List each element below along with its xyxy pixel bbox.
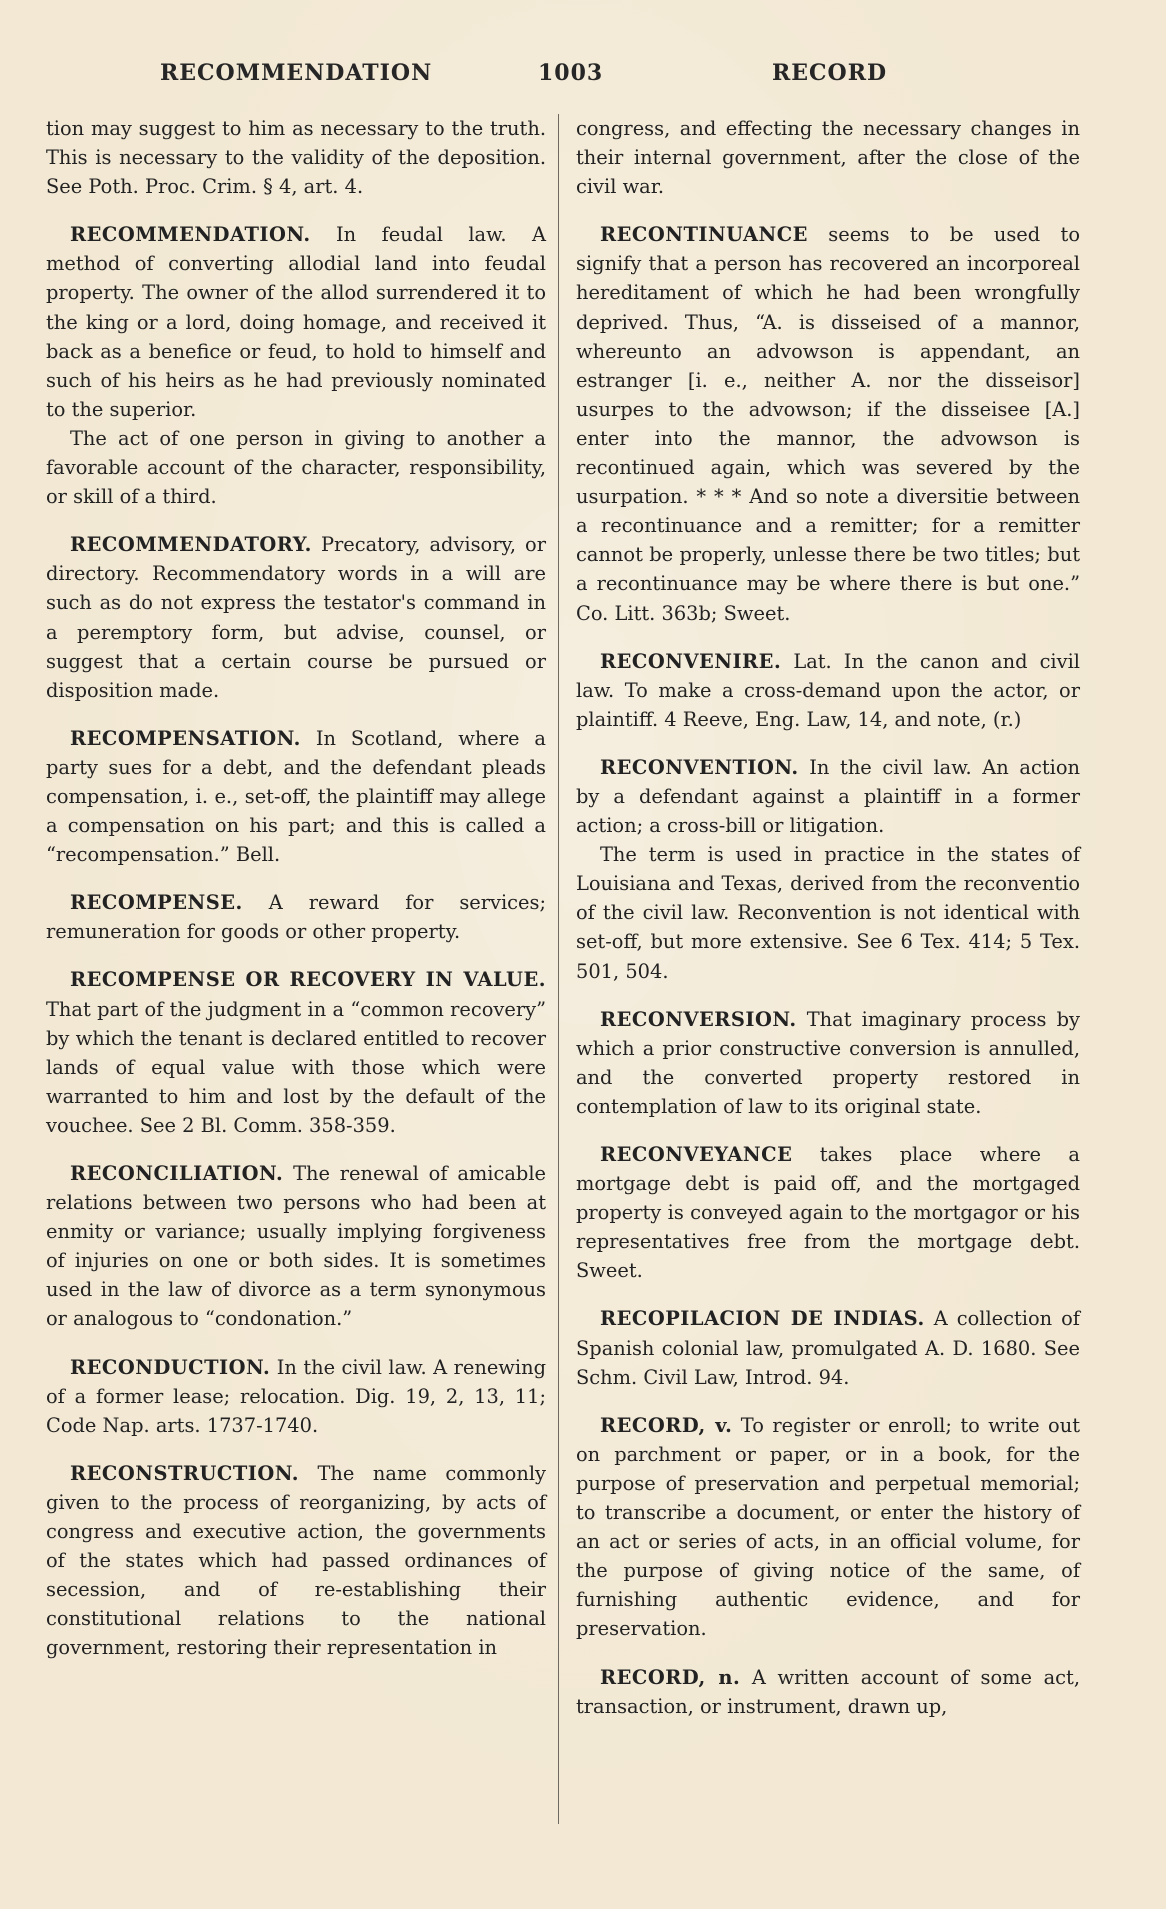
entry-paragraph xyxy=(46,424,546,511)
entry-paragraph xyxy=(576,1005,1080,1121)
entry-paragraph xyxy=(576,1411,1080,1644)
entry-text: The renewal of amicable relations between two persons who had been at enmity or variance; usually implying forgiveness of injuries on one or both sides. It is sometimes used in the law of divorce as a term synonymous or analogous to “condonation.” xyxy=(46,1162,546,1331)
dictionary-entry xyxy=(46,1459,546,1663)
running-head-left: RECOMMENDATION xyxy=(160,60,433,86)
entry-text: In the civil law. An action by a defendant against a plaintiff in a former action; a cross-bill or litigation. xyxy=(576,755,1080,838)
entry-headword: RECORD, n. xyxy=(600,1665,741,1689)
entry-text: seems to be used to signify that a person has recovered an incorporeal hereditament of which he had been wrongfully deprived. Thus, “A. is disseised of a mannor, whereunto an advowson is appendant, an estranger [i. e., neither A. nor the disseisor] usurpes to the advowson; if the disseisee [A.] enter into the mannor, the advowson is recontinued again, which was severed by the usurpation. * * * And so note a diversitie between a recontinuance and a remitter; for a remitter cannot be properly, unlesse there be two titles; but a recontinuance may be where there is but one.” Co. Litt. 363b; Sweet. xyxy=(576,223,1080,625)
running-head-right: RECORD xyxy=(772,60,888,86)
entry-text: The term is used in practice in the states of Louisiana and Texas, derived from the reconventio of the civil law. Reconvention is not identical with set-off, but more extensive. See 6 Tex. 414; 5 Tex. 501, 504. xyxy=(576,843,1080,983)
entry-paragraph xyxy=(576,1140,1080,1285)
dictionary-entry xyxy=(46,888,546,946)
entry-paragraph xyxy=(576,1663,1080,1721)
dictionary-entry xyxy=(576,753,1080,986)
entry-paragraph xyxy=(46,114,546,201)
entry-paragraph xyxy=(576,1304,1080,1391)
entry-headword: RECOMMENDATION. xyxy=(70,223,311,247)
dictionary-entry xyxy=(576,1663,1080,1721)
dictionary-entry xyxy=(576,114,1080,201)
dictionary-entry xyxy=(576,1304,1080,1391)
entry-paragraph xyxy=(46,1159,546,1334)
entry-headword: RECOMPENSE. xyxy=(70,891,243,915)
entry-headword: RECONVENIRE. xyxy=(600,649,782,673)
entry-text: Precatory, advisory, or directory. Recommendatory words in a will are such as do not express the testator's command in a peremptory form, but advise, counsel, or suggest that a certain course be pursued or disposition made. xyxy=(46,533,547,702)
dictionary-entry xyxy=(46,1353,546,1440)
entry-text: A written account of some act, transaction, or instrument, drawn up, xyxy=(576,1665,1080,1718)
entry-paragraph xyxy=(46,888,546,946)
entry-paragraph xyxy=(576,753,1080,840)
entry-headword: RECONVEYANCE xyxy=(600,1143,793,1166)
dictionary-entry xyxy=(46,724,546,869)
dictionary-entry xyxy=(576,1411,1080,1644)
entry-paragraph xyxy=(46,220,546,424)
entry-headword: RECONSTRUCTION. xyxy=(70,1461,299,1485)
dictionary-entry xyxy=(46,965,546,1140)
entry-paragraph xyxy=(576,840,1080,985)
entry-headword: RECONVERSION. xyxy=(600,1007,797,1031)
entry-headword: RECOMMENDATORY. xyxy=(70,533,312,557)
entry-text: A collection of Spanish colonial law, promulgated A. D. 1680. See Schm. Civil Law, Introd. 94. xyxy=(576,1307,1080,1389)
column-divider xyxy=(558,114,559,1824)
entry-headword: RECONVENTION. xyxy=(600,755,799,779)
entry-headword: RECOPILACION DE INDIAS. xyxy=(600,1307,925,1331)
entry-text: In feudal law. A method of converting allodial land into feudal property. The owner of the allod surrendered it to the king or a lord, doing homage, and received it back as a benefice or feud, to hold to himself and such of his heirs as he had previously nominated to the superior. xyxy=(46,223,546,421)
right-column xyxy=(576,114,1080,1740)
dictionary-entry xyxy=(46,1159,546,1334)
entry-text: tion may suggest to him as necessary to the truth. This is necessary to the validity of the deposition. See Poth. Proc. Crim. § 4, art. 4. xyxy=(46,117,546,199)
dictionary-entry xyxy=(576,220,1080,627)
dictionary-entry xyxy=(46,114,546,201)
entry-headword: RECOMPENSE OR RECOVERY IN VALUE. xyxy=(70,968,546,992)
entry-paragraph xyxy=(46,530,546,705)
dictionary-entry xyxy=(576,647,1080,734)
page-number: 1003 xyxy=(538,60,604,86)
entry-text: The act of one person in giving to another a favorable account of the character, responsibility, or skill of a third. xyxy=(46,426,546,509)
entry-text: To register or enroll; to write out on parchment or paper, or in a book, for the purpose of preservation and perpetual memorial; to transcribe a document, or enter the history of an act or series of acts, in an official volume, for the purpose of giving notice of the same, of furnishing authentic evidence, and for preservation. xyxy=(576,1413,1080,1641)
entry-text: That part of the judgment in a “common recovery” by which the tenant is declared entitled to recover lands of equal value with those which were warranted to him and lost by the default of the vouchee. See 2 Bl. Comm. 358-359. xyxy=(46,997,546,1137)
dictionary-entry xyxy=(576,1005,1080,1121)
entry-headword: RECOMPENSATION. xyxy=(70,726,301,750)
entry-paragraph xyxy=(46,1459,546,1663)
entry-text: That imaginary process by which a prior constructive conversion is annulled, and the converted property restored in contemplation of law to its original state. xyxy=(576,1007,1080,1118)
entry-text: Lat. In the canon and civil law. To make a cross-demand upon the actor, or plaintiff. 4 Reeve, Eng. Law, 14, and note, (r.) xyxy=(576,649,1080,731)
entry-paragraph xyxy=(46,965,546,1140)
entry-text: takes place where a mortgage debt is paid off, and the mortgaged property is conveyed again to the mortgagor or his representatives free from the mortgage debt. Sweet. xyxy=(576,1143,1080,1283)
entry-paragraph xyxy=(576,114,1080,201)
dictionary-entry xyxy=(576,1140,1080,1285)
entry-headword: RECORD, v. xyxy=(600,1413,733,1437)
dictionary-entry xyxy=(46,530,546,705)
entry-paragraph xyxy=(576,647,1080,734)
entry-text: congress, and effecting the necessary changes in their internal government, after the close of the civil war. xyxy=(576,117,1080,199)
entry-text: A reward for services; remuneration for goods or other property. xyxy=(46,891,546,944)
entry-headword: RECONDUCTION. xyxy=(70,1355,271,1379)
entry-headword: RECONTINUANCE xyxy=(600,223,808,247)
entry-text: In the civil law. A renewing of a former lease; relocation. Dig. 19, 2, 13, 11; Code Nap. arts. 1737-1740. xyxy=(46,1355,546,1437)
entry-paragraph xyxy=(576,220,1080,627)
dictionary-entry xyxy=(46,220,546,511)
entry-text: The name commonly given to the process of reorganizing, by acts of congress and executive action, the governments of the states which had passed ordinances of secession, and of re-establishing their constitutional relations to the national government, restoring their representation in xyxy=(46,1461,546,1660)
running-head xyxy=(0,60,1166,90)
entry-paragraph xyxy=(46,724,546,869)
entry-text: In Scotland, where a party sues for a debt, and the defendant pleads compensation, i. e., set-off, the plaintiff may allege a compensation on his part; and this is called a “recompensation.” Bell. xyxy=(46,726,546,867)
entry-headword: RECONCILIATION. xyxy=(70,1162,284,1185)
entry-paragraph xyxy=(46,1353,546,1440)
left-column xyxy=(46,114,546,1682)
